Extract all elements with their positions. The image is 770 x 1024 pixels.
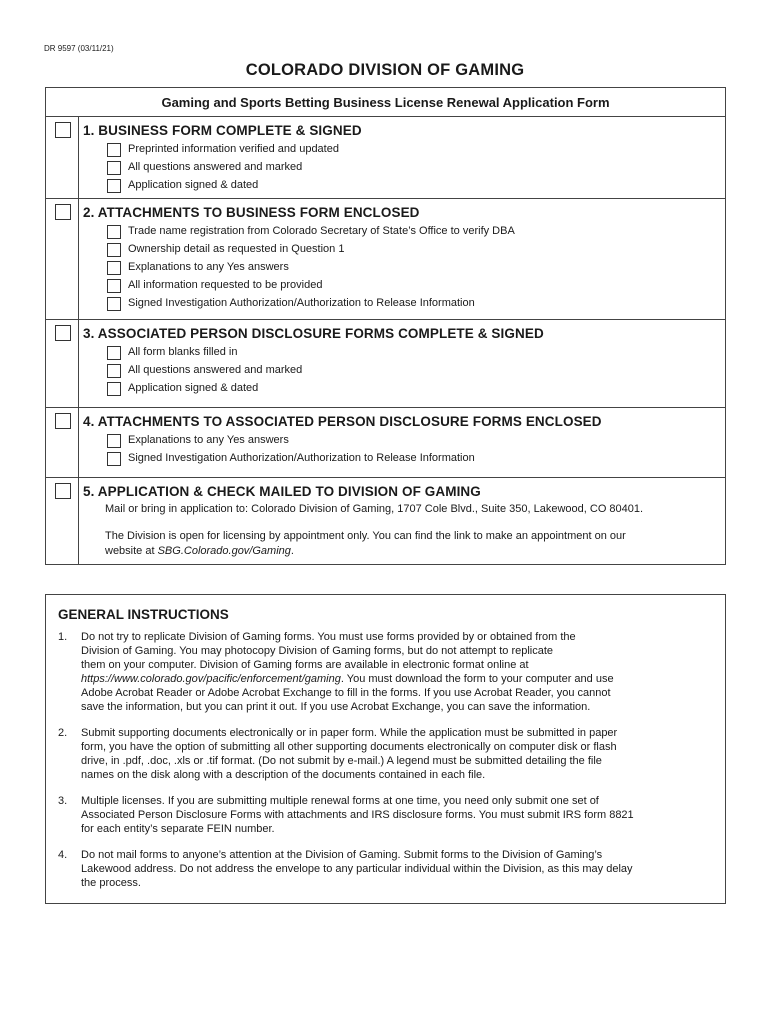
gaming-forms-link[interactable]: https://www.colorado.gov/pacific/enforcement/gaming [81, 673, 341, 685]
item-checkbox[interactable] [107, 346, 121, 360]
item-checkbox[interactable] [107, 297, 121, 311]
item-checkbox[interactable] [107, 179, 121, 193]
section-3-heading: 3. ASSOCIATED PERSON DISCLOSURE FORMS COMPLETE & SIGNED [83, 326, 544, 341]
instruction-text: Do not mail forms to anyone’s attention at the Division of Gaming. Submit forms to the Division of Gaming’s Lakewood address. Do not address the envelope to any particular individual within the Division, as this may delay the process. [81, 849, 633, 889]
mailing-address-text: Mail or bring in application to: Colorado Division of Gaming, 1707 Cole Blvd., Suite 350, Lakewood, CO 80401. [105, 503, 644, 515]
section-4 [46, 408, 725, 478]
item-checkbox[interactable] [107, 279, 121, 293]
item-label: Explanations to any Yes answers [128, 261, 289, 273]
section-5 [46, 478, 725, 564]
section-1-heading: 1. BUSINESS FORM COMPLETE & SIGNED [83, 123, 362, 138]
section-5-heading: 5. APPLICATION & CHECK MAILED TO DIVISION OF GAMING [83, 484, 481, 499]
item-label: All form blanks filled in [128, 346, 238, 358]
form-subtitle: Gaming and Sports Betting Business License Renewal Application Form [46, 88, 725, 117]
item-label: Signed Investigation Authorization/Authorization to Release Information [128, 452, 475, 464]
section-4-heading: 4. ATTACHMENTS TO ASSOCIATED PERSON DISCLOSURE FORMS ENCLOSED [83, 414, 602, 429]
item-checkbox[interactable] [107, 143, 121, 157]
appointment-text-line-2: website at SBG.Colorado.gov/Gaming. [105, 545, 294, 557]
section-4-checkbox-column [46, 408, 79, 477]
appointment-text: The Division is open for licensing by appointment only. You can find the link to make an appointment on our [105, 530, 626, 542]
instruction-text: Submit supporting documents electronically or in paper form. While the application must be submitted in paper form, you have the option of submitting all other supporting documents electronically on computer disk or flash drive, in .pdf, .doc, .xls or .tif format. (Do not submit by e-mail.) A legend must be submitted detailing the file names on the disk along with a description of the documents contained in each file. [81, 727, 618, 781]
item-checkbox[interactable] [107, 225, 121, 239]
section-1-checkbox-column [46, 117, 79, 198]
section-2 [46, 199, 725, 320]
instruction-number: 3. [58, 795, 68, 807]
section-1 [46, 117, 725, 199]
section-3 [46, 320, 725, 408]
instruction-text: Do not try to replicate Division of Gaming forms. You must use forms provided by or obtained from the Division of Gaming. You may photocopy Division of Gaming forms, but do not attempt to replicate them on your computer. Division of Gaming forms are available in electronic format online at https://www.colorado.gov/pacific/enforcement/gaming. You must download the form to your computer and use Adobe Acrobat Reader or Adobe Acrobat Exchange to fill in the forms. If you use Acrobat Reader, you cannot save the information, but you can print it out. If you use Acrobat Exchange, you can save the information. [81, 631, 614, 713]
section-2-checkbox[interactable] [55, 204, 71, 220]
appointment-link[interactable]: SBG.Colorado.gov/Gaming [157, 545, 291, 557]
item-label: Ownership detail as requested in Question 1 [128, 243, 345, 255]
item-checkbox[interactable] [107, 161, 121, 175]
item-label: Trade name registration from Colorado Secretary of State’s Office to verify DBA [128, 225, 515, 237]
item-checkbox[interactable] [107, 364, 121, 378]
item-label: Explanations to any Yes answers [128, 434, 289, 446]
item-checkbox[interactable] [107, 452, 121, 466]
form-number: DR 9597 (03/11/21) [44, 44, 114, 53]
instruction-number: 1. [58, 631, 68, 643]
section-1-checkbox[interactable] [55, 122, 71, 138]
page-title: COLORADO DIVISION OF GAMING [245, 61, 525, 79]
section-4-checkbox[interactable] [55, 413, 71, 429]
item-label: All questions answered and marked [128, 364, 303, 376]
general-instructions-title: GENERAL INSTRUCTIONS [58, 607, 229, 622]
item-label: All questions answered and marked [128, 161, 303, 173]
item-checkbox[interactable] [107, 434, 121, 448]
general-instructions-box [45, 594, 726, 904]
instruction-text: Multiple licenses. If you are submitting multiple renewal forms at one time, you need only submit one set of Associated Person Disclosure Forms with attachments and IRS disclosure forms. You must submit IRS form 8821 for each entity’s separate FEIN number. [81, 795, 634, 835]
section-5-checkbox[interactable] [55, 483, 71, 499]
section-5-checkbox-column [46, 478, 79, 564]
item-label: All information requested to be provided [128, 279, 323, 291]
item-checkbox[interactable] [107, 243, 121, 257]
section-2-heading: 2. ATTACHMENTS TO BUSINESS FORM ENCLOSED [83, 205, 420, 220]
item-label: Preprinted information verified and updated [128, 143, 339, 155]
instruction-number: 2. [58, 727, 68, 739]
instruction-number: 4. [58, 849, 68, 861]
item-label: Application signed & dated [128, 382, 259, 394]
checklist-table [45, 87, 726, 565]
section-3-checkbox-column [46, 320, 79, 407]
item-checkbox[interactable] [107, 261, 121, 275]
section-2-checkbox-column [46, 199, 79, 319]
item-label: Signed Investigation Authorization/Authorization to Release Information [128, 297, 475, 309]
item-checkbox[interactable] [107, 382, 121, 396]
item-label: Application signed & dated [128, 179, 259, 191]
section-3-checkbox[interactable] [55, 325, 71, 341]
